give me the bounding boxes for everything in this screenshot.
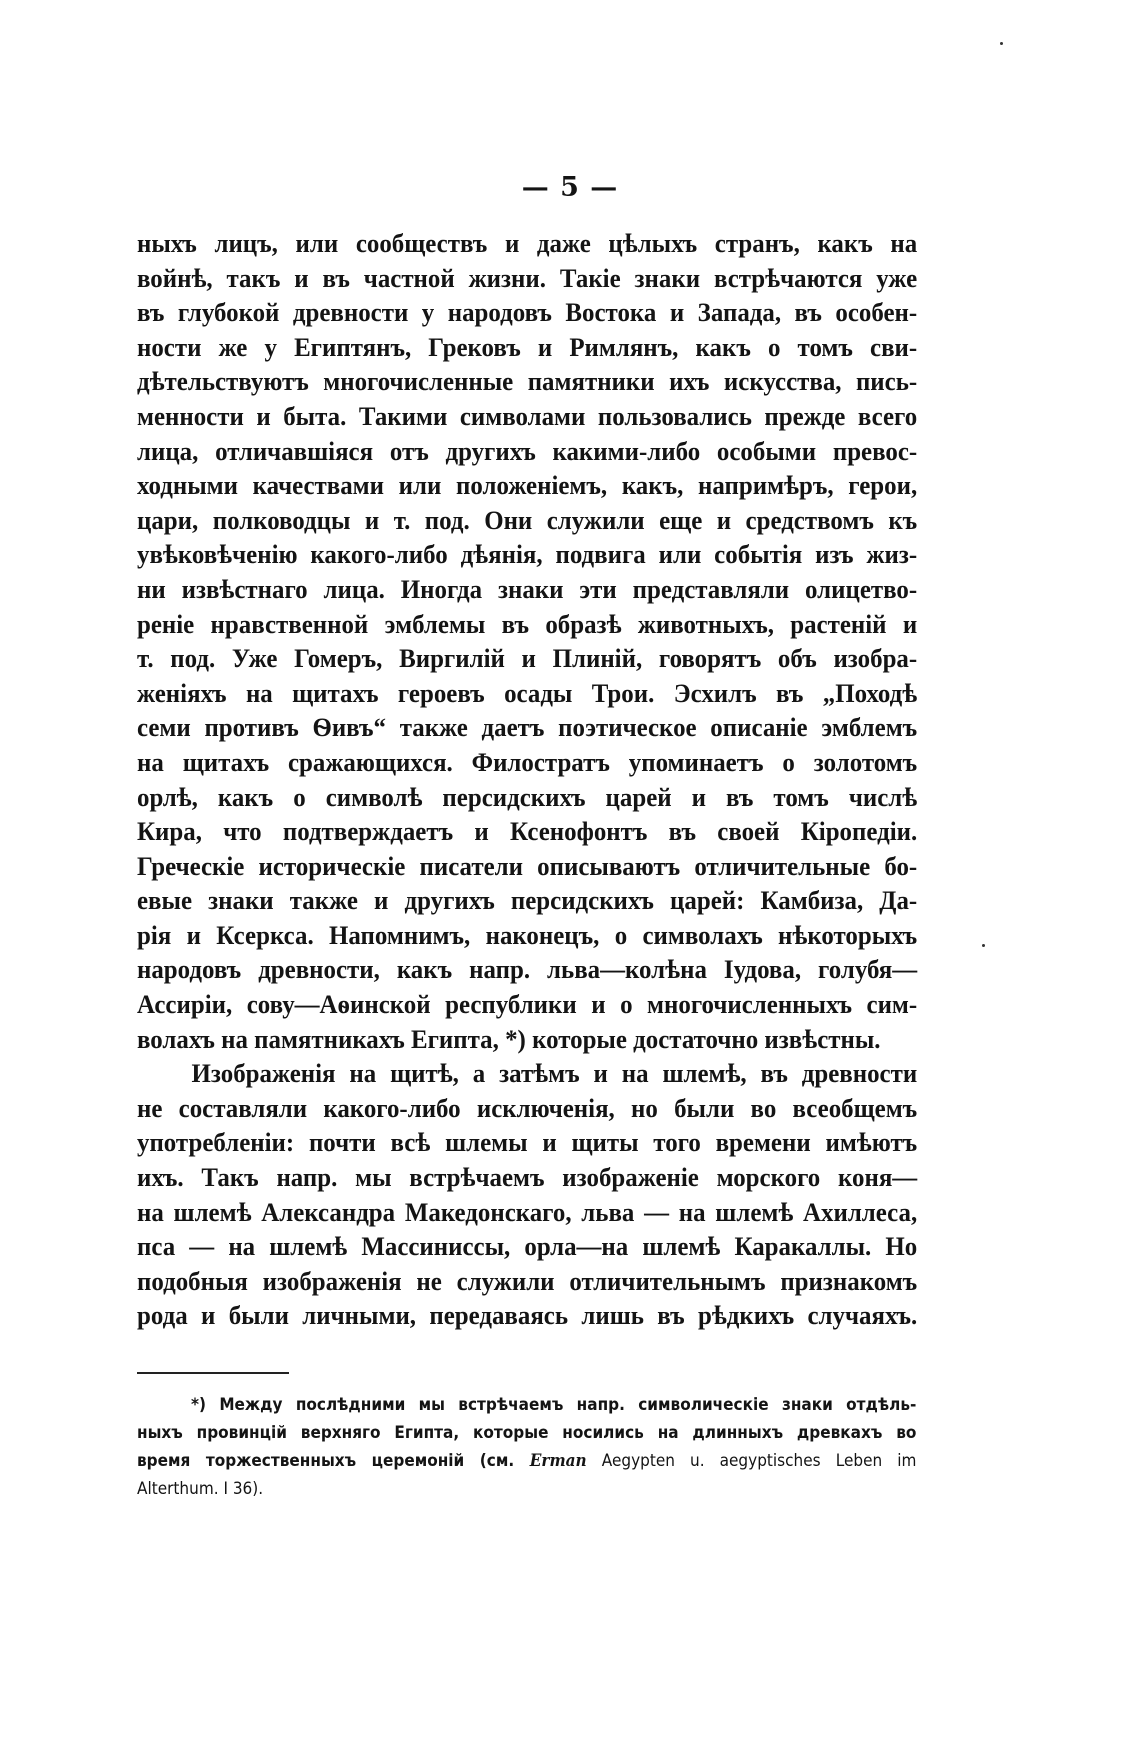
text-line: цари, полководцы и т. под. Они служили еще и средствомъ къ bbox=[137, 504, 918, 535]
text-line: орлѣ, какъ о символѣ персидскихъ царей и въ томъ числѣ bbox=[137, 781, 918, 812]
text-line: ходными качествами или положеніемъ, какъ, напримѣръ, герои, bbox=[137, 470, 918, 501]
text-line: употребленіи: почти всѣ шлемы и щиты того времени имѣютъ bbox=[137, 1127, 918, 1158]
text-line: Ассиріи, сову—Аѳинской республики и о многочисленныхъ сим- bbox=[137, 989, 918, 1020]
paragraph-start-line: Изображенія на щитѣ, а затѣмъ и на шлемѣ, въ древности bbox=[191, 1058, 918, 1089]
paper-speck bbox=[982, 944, 985, 947]
footnote-line: *) Между послѣдними мы встрѣчаемъ напр. символическіе знаки отдѣль- bbox=[191, 1395, 917, 1415]
footnote-line bbox=[137, 1447, 916, 1475]
text-line: дѣтельствуютъ многочисленные памятники ихъ искусства, пись- bbox=[137, 366, 918, 397]
text-line: евые знаки также и другихъ персидскихъ царей: Камбиза, Да- bbox=[137, 885, 918, 916]
text-line: Греческіе историческіе писатели описываютъ отличительные бо- bbox=[137, 850, 918, 881]
page-number: — 5 — bbox=[521, 172, 619, 203]
footnote-divider bbox=[137, 1372, 289, 1374]
text-line: войнѣ, такъ и въ частной жизни. Такіе знаки встрѣчаются уже bbox=[137, 262, 918, 293]
text-line: ихъ. Такъ напр. мы встрѣчаемъ изображеніе морского коня— bbox=[137, 1162, 918, 1193]
text-line: Кира, что подтверждаетъ и Ксенофонтъ въ своей Кіропедіи. bbox=[137, 816, 918, 847]
footnote-author: Erman bbox=[529, 1451, 587, 1471]
footnote-line: Alterthum. I 36). bbox=[137, 1479, 264, 1499]
text-line: женіяхъ на щитахъ героевъ осады Трои. Эсхилъ въ „Походѣ bbox=[137, 677, 918, 708]
text-line: т. под. Уже Гомеръ, Виргилій и Плиній, говорятъ объ изобра- bbox=[137, 643, 918, 674]
footnote-line: ныхъ провинцій верхняго Египта, которые носились на длинныхъ древкахъ во bbox=[137, 1423, 917, 1443]
paper-speck bbox=[1000, 42, 1003, 45]
text-line: подобныя изображенія не служили отличительнымъ признакомъ bbox=[137, 1265, 918, 1296]
text-line: ныхъ лицъ, или сообществъ и даже цѣлыхъ странъ, какъ на bbox=[137, 228, 918, 258]
text-line: на щитахъ сражающихся. Филостратъ упоминаетъ о золотомъ bbox=[137, 746, 918, 777]
text-line: пса — на шлемѣ Массиниссы, орла—на шлемѣ Каракаллы. Но bbox=[137, 1231, 918, 1262]
text-line: въ глубокой древности у народовъ Востока и Запада, въ особен- bbox=[137, 297, 918, 328]
text-line: реніе нравственной эмблемы въ образѣ животныхъ, растеній и bbox=[137, 608, 918, 639]
text-line: ности же у Египтянъ, Грековъ и Римлянъ, какъ о томъ сви- bbox=[137, 331, 918, 362]
text-line: народовъ древности, какъ напр. льва—колѣна Іудова, голубя— bbox=[137, 954, 918, 985]
text-line: на шлемѣ Александра Македонскаго, льва — на шлемѣ Ахиллеса, bbox=[137, 1196, 918, 1227]
footnote-text: время торжественныхъ церемоній (см. bbox=[137, 1451, 530, 1471]
text-line: лица, отличавшіяся отъ другихъ какими-либо особыми превос- bbox=[137, 435, 918, 466]
footnote-title: Aegypten u. aegyptisches Leben im bbox=[586, 1451, 917, 1471]
text-line: рія и Ксеркса. Напомнимъ, наконецъ, о символахъ нѣкоторыхъ bbox=[137, 919, 918, 950]
text-line: волахъ на памятникахъ Египта, *) которые достаточно извѣстны. bbox=[137, 1023, 881, 1054]
text-line: менности и быта. Такими символами пользовались прежде всего bbox=[137, 400, 918, 431]
footnote bbox=[137, 1391, 916, 1503]
text-line: рода и были личными, передаваясь лишь въ рѣдкихъ случаяхъ. bbox=[137, 1300, 918, 1331]
text-line: семи противъ Ѳивъ“ также даетъ поэтическое описаніе эмблемъ bbox=[137, 712, 918, 743]
main-text bbox=[137, 226, 917, 1333]
text-line: ни извѣстнаго лица. Иногда знаки эти представляли олицетво- bbox=[137, 573, 918, 604]
text-line: не составляли какого-либо исключенія, но были во всеобщемъ bbox=[137, 1092, 918, 1123]
text-line: увѣковѣченію какого-либо дѣянія, подвига или событія изъ жиз- bbox=[137, 539, 918, 570]
